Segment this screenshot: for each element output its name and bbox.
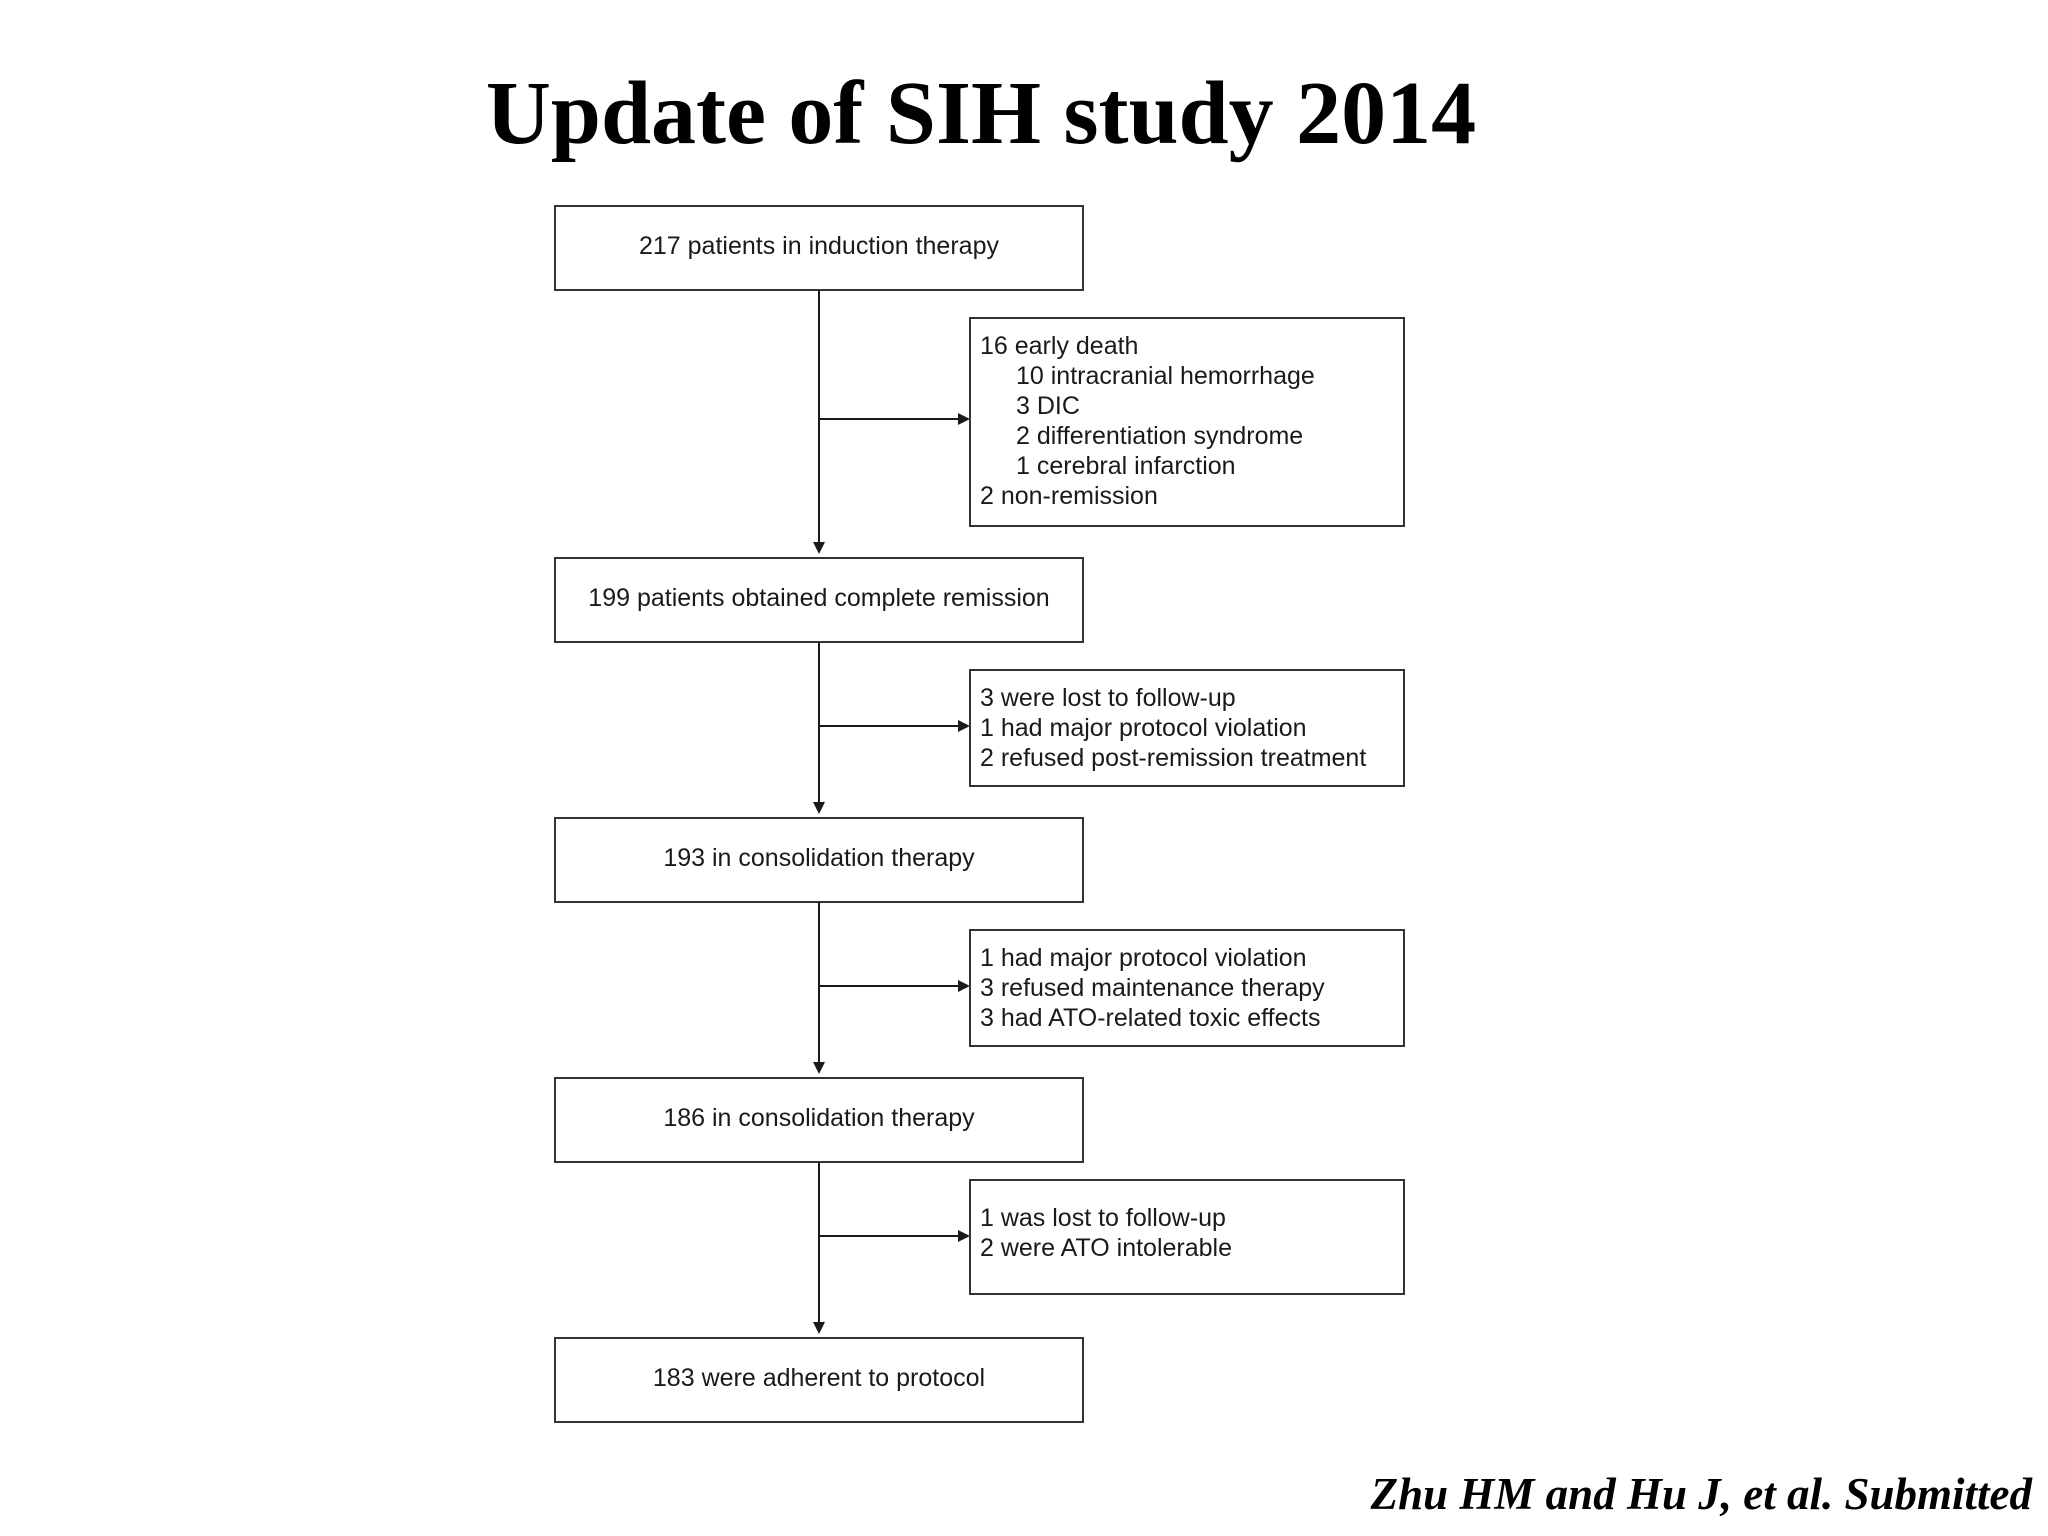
exclusion-box-1	[970, 318, 1404, 526]
main-box-complete-remission-label: 199 patients obtained complete remission	[588, 584, 1050, 612]
slide-title: Update of SIH study 2014	[485, 64, 1477, 163]
exclusion-line: 2 were ATO intolerable	[980, 1234, 1232, 1262]
main-box-induction	[555, 206, 1083, 290]
exclusion-line: 1 had major protocol violation	[980, 944, 1307, 972]
exclusion-box-4	[970, 1180, 1404, 1294]
main-box-consolidation-193-label: 193 in consolidation therapy	[663, 844, 975, 872]
main-box-complete-remission	[555, 558, 1083, 642]
exclusion-line: 3 had ATO-related toxic effects	[980, 1004, 1321, 1032]
exclusion-line: 3 were lost to follow-up	[980, 684, 1236, 712]
exclusion-line: 1 had major protocol violation	[980, 714, 1307, 742]
main-box-adherent-label: 183 were adherent to protocol	[652, 1364, 986, 1392]
main-box-induction-label: 217 patients in induction therapy	[639, 232, 999, 260]
exclusion-line: 2 non-remission	[980, 482, 1158, 510]
main-box-consolidation-186-label: 186 in consolidation therapy	[663, 1104, 975, 1132]
main-box-consolidation-193	[555, 818, 1083, 902]
exclusion-box-3	[970, 930, 1404, 1046]
exclusion-line: 1 was lost to follow-up	[980, 1204, 1226, 1232]
citation: Zhu HM and Hu J, et al. Submitted	[1370, 1469, 2032, 1519]
exclusion-line: 2 refused post-remission treatment	[980, 744, 1367, 772]
exclusion-box-2	[970, 670, 1404, 786]
exclusion-line: 1 cerebral infarction	[1016, 452, 1236, 480]
exclusion-line: 2 differentiation syndrome	[1016, 422, 1304, 450]
exclusion-line: 16 early death	[980, 332, 1139, 360]
exclusion-line: 10 intracranial hemorrhage	[1016, 362, 1315, 390]
exclusion-line: 3 refused maintenance therapy	[980, 974, 1325, 1002]
main-box-consolidation-186	[555, 1078, 1083, 1162]
exclusion-line: 3 DIC	[1016, 392, 1080, 420]
main-box-adherent	[555, 1338, 1083, 1422]
